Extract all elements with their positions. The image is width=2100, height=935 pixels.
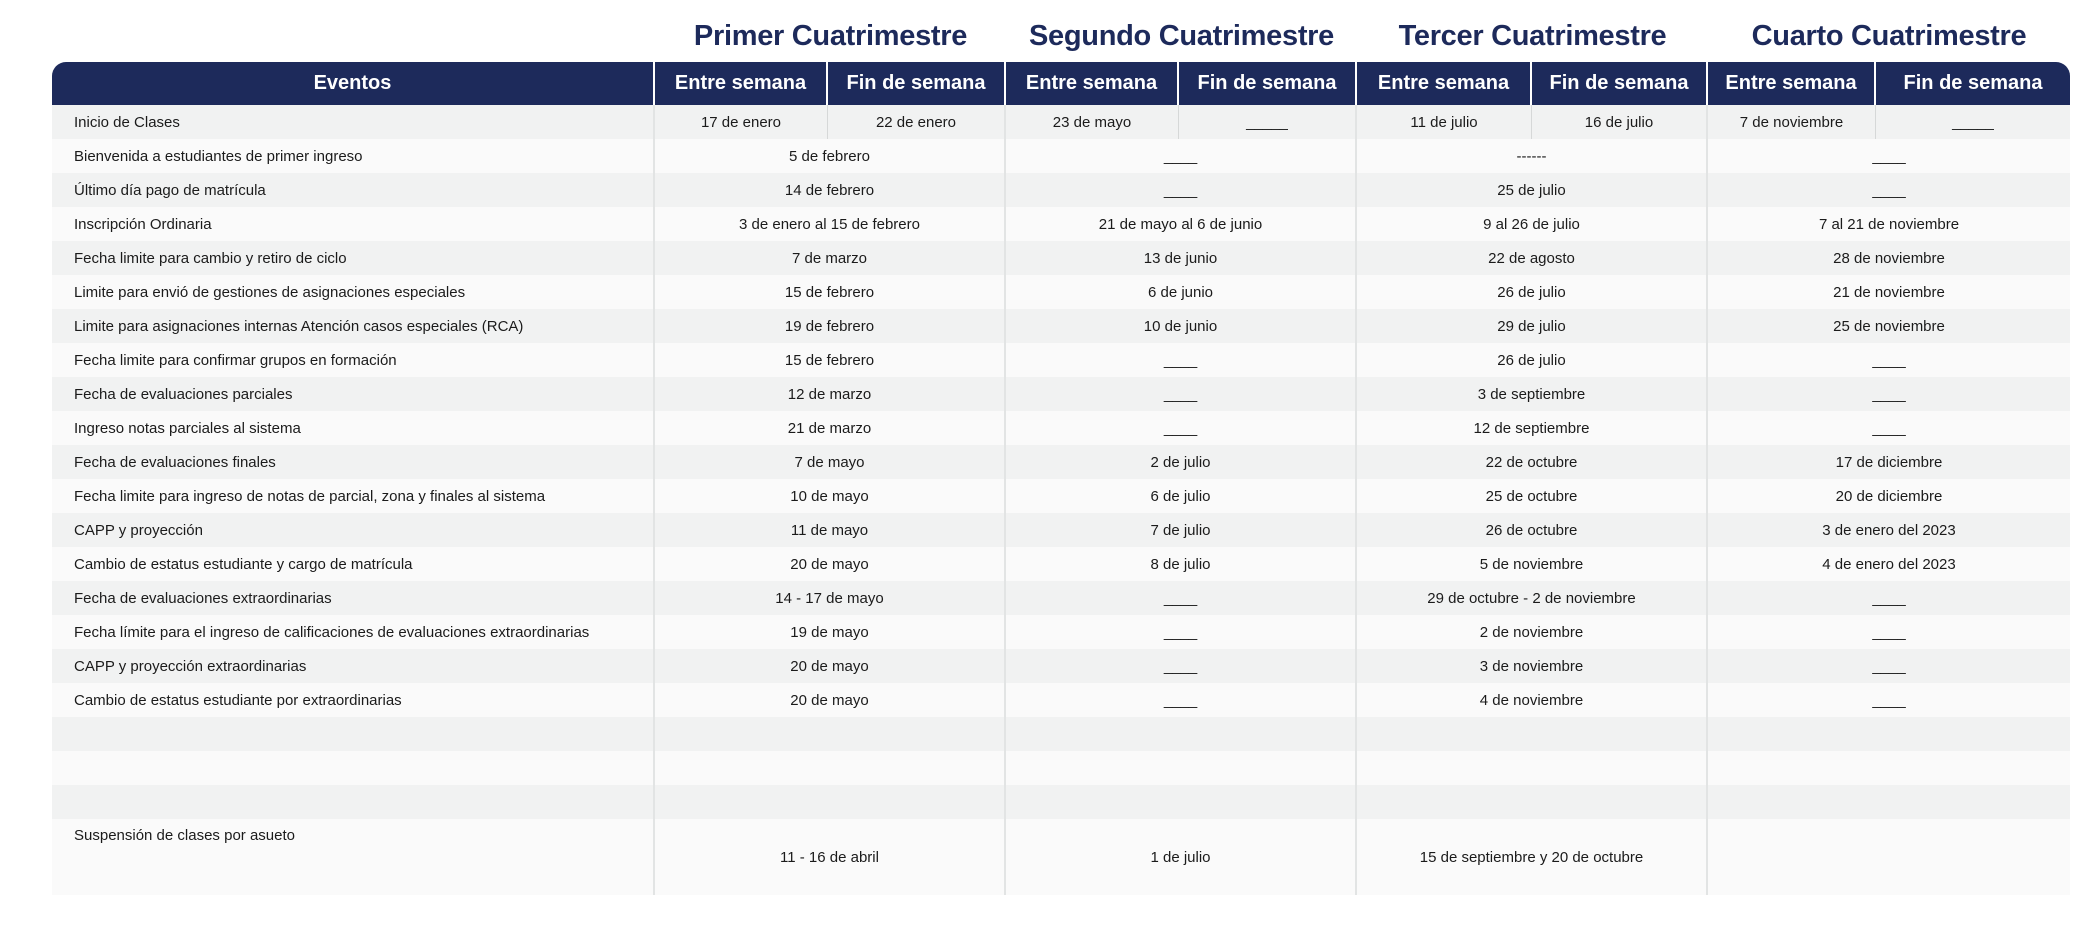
t1-cell: 14 de febrero (655, 173, 1006, 207)
academic-calendar-table (52, 62, 2070, 895)
table-row-inicio (52, 105, 2070, 139)
t2-cell: ____ (1006, 139, 1357, 173)
t3-cell: 3 de septiembre (1357, 377, 1708, 411)
event-label: Fecha de evaluaciones extraordinarias (52, 581, 655, 615)
t4-cell: ____ (1708, 615, 2070, 649)
term-titles (52, 12, 2070, 60)
t4-cell: 3 de enero del 2023 (1708, 513, 2070, 547)
table-row (52, 377, 2070, 411)
t2-cell (1006, 751, 1357, 785)
table-row (52, 139, 2070, 173)
t1-entre-cell: 17 de enero (655, 105, 828, 139)
table-row (52, 751, 2070, 785)
event-label (52, 717, 655, 751)
t4-cell: ____ (1708, 173, 2070, 207)
header-t2-entre: Entre semana (1006, 62, 1179, 105)
event-label (52, 751, 655, 785)
term-title-3: Tercer Cuatrimestre (1398, 20, 1667, 52)
t1-cell: 21 de marzo (655, 411, 1006, 445)
event-label (52, 785, 655, 819)
t4-cell: ____ (1708, 377, 2070, 411)
t3-cell: 2 de noviembre (1357, 615, 1708, 649)
table-row (52, 649, 2070, 683)
event-label: Fecha limite para ingreso de notas de parcial, zona y finales al sistema (52, 479, 655, 513)
t4-cell (1708, 785, 2070, 819)
table-row (52, 683, 2070, 717)
t4-fin-cell: _____ (1876, 105, 2070, 139)
t3-cell: 4 de noviembre (1357, 683, 1708, 717)
t2-cell: 2 de julio (1006, 445, 1357, 479)
t1-cell: 10 de mayo (655, 479, 1006, 513)
t1-cell: 3 de enero al 15 de febrero (655, 207, 1006, 241)
term-title-2: Segundo Cuatrimestre (1029, 20, 1334, 52)
t2-fin-cell: _____ (1179, 105, 1357, 139)
t3-cell: 26 de julio (1357, 343, 1708, 377)
t2-cell: 8 de julio (1006, 547, 1357, 581)
t4-cell: 28 de noviembre (1708, 241, 2070, 275)
header-t3-entre: Entre semana (1357, 62, 1532, 105)
event-label: Ingreso notas parciales al sistema (52, 411, 655, 445)
event-label: Fecha limite para confirmar grupos en formación (52, 343, 655, 377)
t2-cell: 1 de julio (1006, 819, 1357, 895)
t4-cell: 4 de enero del 2023 (1708, 547, 2070, 581)
event-label: Cambio de estatus estudiante y cargo de matrícula (52, 547, 655, 581)
t4-cell: 17 de diciembre (1708, 445, 2070, 479)
header-t1-fin: Fin de semana (828, 62, 1006, 105)
term-titles-spacer (52, 12, 655, 60)
event-label: CAPP y proyección extraordinarias (52, 649, 655, 683)
table-row (52, 411, 2070, 445)
t1-cell: 19 de febrero (655, 309, 1006, 343)
t4-cell: 20 de diciembre (1708, 479, 2070, 513)
t3-entre-cell: 11 de julio (1357, 105, 1532, 139)
header-t2-fin: Fin de semana (1179, 62, 1357, 105)
t4-cell (1708, 819, 2070, 895)
table-row (52, 513, 2070, 547)
header-eventos: Eventos (52, 62, 655, 105)
event-label: CAPP y proyección (52, 513, 655, 547)
t1-cell: 15 de febrero (655, 275, 1006, 309)
t3-cell: 12 de septiembre (1357, 411, 1708, 445)
event-label: Fecha de evaluaciones finales (52, 445, 655, 479)
table-row (52, 785, 2070, 819)
t3-cell: 3 de noviembre (1357, 649, 1708, 683)
header-t4-entre: Entre semana (1708, 62, 1876, 105)
t1-cell: 11 de mayo (655, 513, 1006, 547)
t1-cell (655, 751, 1006, 785)
t1-cell: 19 de mayo (655, 615, 1006, 649)
header-t3-fin: Fin de semana (1532, 62, 1708, 105)
t1-cell (655, 785, 1006, 819)
t4-cell: ____ (1708, 649, 2070, 683)
t2-cell (1006, 717, 1357, 751)
t2-cell: 10 de junio (1006, 309, 1357, 343)
t3-cell (1357, 785, 1708, 819)
t3-cell (1357, 751, 1708, 785)
t3-cell: 9 al 26 de julio (1357, 207, 1708, 241)
t2-cell: 21 de mayo al 6 de junio (1006, 207, 1357, 241)
table-row-asueto (52, 819, 2070, 895)
table-row (52, 547, 2070, 581)
t2-cell: ____ (1006, 377, 1357, 411)
t2-cell: 6 de julio (1006, 479, 1357, 513)
t3-cell: 22 de agosto (1357, 241, 1708, 275)
table-row (52, 275, 2070, 309)
table-row (52, 479, 2070, 513)
t3-fin-cell: 16 de julio (1532, 105, 1708, 139)
t1-cell: 20 de mayo (655, 547, 1006, 581)
t3-cell (1357, 717, 1708, 751)
t4-cell: ____ (1708, 581, 2070, 615)
t4-cell: 25 de noviembre (1708, 309, 2070, 343)
event-label: Fecha limite para cambio y retiro de ciclo (52, 241, 655, 275)
event-label: Inscripción Ordinaria (52, 207, 655, 241)
t2-cell: ____ (1006, 411, 1357, 445)
table-header-row (52, 62, 2070, 105)
t2-cell (1006, 785, 1357, 819)
t1-cell: 7 de mayo (655, 445, 1006, 479)
t2-cell: 6 de junio (1006, 275, 1357, 309)
t4-cell (1708, 717, 2070, 751)
term-title-4: Cuarto Cuatrimestre (1751, 20, 2027, 52)
t3-cell: 26 de octubre (1357, 513, 1708, 547)
t4-cell: ____ (1708, 139, 2070, 173)
t2-cell: ____ (1006, 173, 1357, 207)
t4-cell: ____ (1708, 343, 2070, 377)
t1-cell: 15 de febrero (655, 343, 1006, 377)
table-row (52, 309, 2070, 343)
t3-cell: ------ (1357, 139, 1708, 173)
t3-cell: 29 de octubre - 2 de noviembre (1357, 581, 1708, 615)
event-label: Limite para asignaciones internas Atención casos especiales (RCA) (52, 309, 655, 343)
t1-cell: 11 - 16 de abril (655, 819, 1006, 895)
event-label: Bienvenida a estudiantes de primer ingreso (52, 139, 655, 173)
table-row (52, 173, 2070, 207)
t1-fin-cell: 22 de enero (828, 105, 1006, 139)
t1-cell: 20 de mayo (655, 649, 1006, 683)
t1-cell: 20 de mayo (655, 683, 1006, 717)
table-row (52, 717, 2070, 751)
t1-cell: 5 de febrero (655, 139, 1006, 173)
t4-cell: ____ (1708, 683, 2070, 717)
table-row (52, 615, 2070, 649)
t2-cell: 13 de junio (1006, 241, 1357, 275)
event-label: Suspensión de clases por asueto (52, 819, 655, 895)
table-row (52, 581, 2070, 615)
t2-cell: 7 de julio (1006, 513, 1357, 547)
event-label: Cambio de estatus estudiante por extraordinarias (52, 683, 655, 717)
event-label: Limite para envió de gestiones de asignaciones especiales (52, 275, 655, 309)
event-label: Último día pago de matrícula (52, 173, 655, 207)
table-row (52, 207, 2070, 241)
t4-cell (1708, 751, 2070, 785)
t2-cell: ____ (1006, 615, 1357, 649)
header-t4-fin: Fin de semana (1876, 62, 2070, 105)
table-row (52, 241, 2070, 275)
event-label: Fecha de evaluaciones parciales (52, 377, 655, 411)
t1-cell: 7 de marzo (655, 241, 1006, 275)
t3-cell: 22 de octubre (1357, 445, 1708, 479)
t4-cell: 21 de noviembre (1708, 275, 2070, 309)
t1-cell: 14 - 17 de mayo (655, 581, 1006, 615)
t3-cell: 26 de julio (1357, 275, 1708, 309)
term-title-1: Primer Cuatrimestre (693, 20, 968, 52)
t1-cell (655, 717, 1006, 751)
t3-cell: 15 de septiembre y 20 de octubre (1357, 819, 1708, 895)
t4-cell: 7 al 21 de noviembre (1708, 207, 2070, 241)
t2-cell: ____ (1006, 649, 1357, 683)
table-row (52, 343, 2070, 377)
event-label: Fecha límite para el ingreso de calificaciones de evaluaciones extraordinarias (52, 615, 655, 649)
t3-cell: 29 de julio (1357, 309, 1708, 343)
t4-cell: ____ (1708, 411, 2070, 445)
t2-cell: ____ (1006, 581, 1357, 615)
t3-cell: 5 de noviembre (1357, 547, 1708, 581)
table-row (52, 445, 2070, 479)
t1-cell: 12 de marzo (655, 377, 1006, 411)
t2-cell: ____ (1006, 683, 1357, 717)
header-t1-entre: Entre semana (655, 62, 828, 105)
t4-entre-cell: 7 de noviembre (1708, 105, 1876, 139)
t3-cell: 25 de julio (1357, 173, 1708, 207)
event-label: Inicio de Clases (52, 105, 655, 139)
t2-cell: ____ (1006, 343, 1357, 377)
t2-entre-cell: 23 de mayo (1006, 105, 1179, 139)
t3-cell: 25 de octubre (1357, 479, 1708, 513)
